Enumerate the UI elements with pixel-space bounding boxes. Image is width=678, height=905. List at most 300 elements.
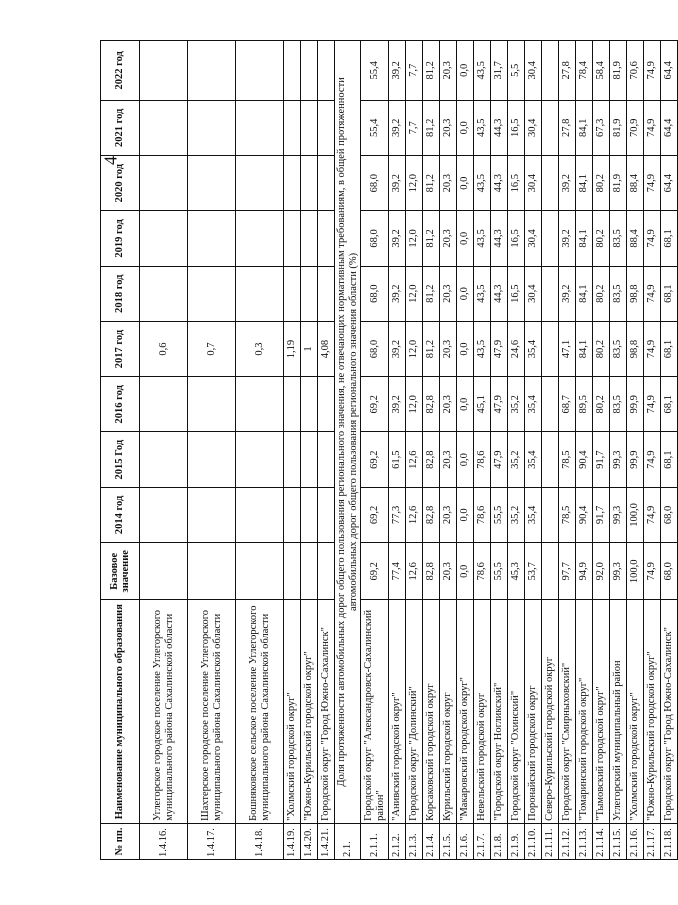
value-cell: 61,5 (389, 432, 406, 487)
value-cell (236, 266, 284, 321)
value-cell: 78,5 (559, 432, 576, 487)
value-cell (318, 155, 335, 210)
value-cell: 74,9 (644, 377, 661, 432)
value-cell: 74,9 (644, 543, 661, 600)
value-cell: 12,0 (406, 211, 423, 266)
row-number-cell: 2.1.2. (389, 823, 406, 859)
table-row (593, 41, 610, 860)
value-cell: 7,7 (406, 41, 423, 101)
value-cell (542, 321, 559, 376)
value-cell: 35,4 (525, 321, 542, 376)
value-cell (542, 266, 559, 321)
value-cell (236, 432, 284, 487)
table-row (406, 41, 423, 860)
value-cell: 44,3 (491, 100, 508, 155)
column-header: 2018 год (101, 266, 140, 321)
value-cell (140, 543, 188, 600)
value-cell: 84,1 (576, 266, 593, 321)
municipality-name-cell: Городской округ "Город Южно-Сахалинск" (318, 600, 335, 823)
section-row (335, 41, 361, 860)
value-cell: 55,4 (361, 41, 389, 101)
table-row (457, 41, 474, 860)
value-cell (140, 377, 188, 432)
value-cell: 55,5 (491, 487, 508, 542)
value-cell: 74,9 (644, 211, 661, 266)
value-cell: 35,2 (508, 487, 525, 542)
municipality-name-cell: "Макаровский городской округ" (457, 600, 474, 823)
value-cell: 82,8 (423, 377, 440, 432)
value-cell (188, 432, 236, 487)
value-cell: 1,19 (284, 321, 301, 376)
value-cell: 67,3 (593, 100, 610, 155)
value-cell: 99,3 (610, 432, 627, 487)
value-cell: 43,5 (474, 155, 491, 210)
value-cell: 0,0 (457, 487, 474, 542)
municipality-name-cell: Городской округ "Долинский" (406, 600, 423, 823)
value-cell: 39,2 (559, 211, 576, 266)
municipality-name-cell: Городской округ "Охинский" (508, 600, 525, 823)
value-cell: 0,0 (457, 155, 474, 210)
value-cell: 74,9 (644, 41, 661, 101)
value-cell: 81,2 (423, 155, 440, 210)
value-cell: 43,5 (474, 321, 491, 376)
value-cell: 81,9 (610, 41, 627, 101)
municipality-name-cell: Корсаковский городской округ (423, 600, 440, 823)
value-cell: 82,8 (423, 432, 440, 487)
table-row (661, 41, 678, 860)
value-cell (188, 377, 236, 432)
value-cell: 20,3 (440, 377, 457, 432)
row-number-cell: 1.4.18. (236, 823, 284, 859)
municipality-name-cell: "Городской округ Ногликский" (491, 600, 508, 823)
municipality-name-cell: Бошняковское сельское поселение Углегорского муниципального района Сахалинской области (236, 600, 284, 823)
value-cell: 47,9 (491, 432, 508, 487)
value-cell (236, 543, 284, 600)
value-cell (301, 266, 318, 321)
value-cell: 68,0 (361, 266, 389, 321)
value-cell: 99,3 (610, 543, 627, 600)
column-header: 2017 год (101, 321, 140, 376)
value-cell: 0,0 (457, 377, 474, 432)
value-cell: 81,2 (423, 211, 440, 266)
value-cell: 91,7 (593, 487, 610, 542)
value-cell: 20,3 (440, 41, 457, 101)
value-cell: 12,6 (406, 487, 423, 542)
value-cell: 12,0 (406, 321, 423, 376)
value-cell (318, 377, 335, 432)
value-cell (542, 211, 559, 266)
value-cell (542, 432, 559, 487)
value-cell (188, 211, 236, 266)
value-cell: 68,7 (559, 377, 576, 432)
value-cell: 20,3 (440, 487, 457, 542)
value-cell: 74,9 (644, 155, 661, 210)
value-cell (301, 155, 318, 210)
value-cell (236, 377, 284, 432)
value-cell: 82,8 (423, 543, 440, 600)
municipality-name-cell: Городской округ "Александровск-Сахалинский район" (361, 600, 389, 823)
table-row (525, 41, 542, 860)
value-cell (284, 155, 301, 210)
value-cell: 78,6 (474, 543, 491, 600)
value-cell (284, 487, 301, 542)
value-cell (318, 211, 335, 266)
value-cell: 84,1 (576, 100, 593, 155)
row-number-cell: 2.1.1. (361, 823, 389, 859)
column-header: 2014 год (101, 487, 140, 542)
value-cell: 80,2 (593, 266, 610, 321)
value-cell: 39,2 (389, 155, 406, 210)
value-cell: 80,2 (593, 321, 610, 376)
value-cell: 68,1 (661, 211, 678, 266)
value-cell: 98,8 (627, 266, 644, 321)
table-row (423, 41, 440, 860)
value-cell: 7,7 (406, 100, 423, 155)
value-cell: 90,4 (576, 432, 593, 487)
value-cell: 55,5 (491, 543, 508, 600)
value-cell (318, 432, 335, 487)
value-cell: 20,3 (440, 100, 457, 155)
value-cell (140, 100, 188, 155)
value-cell: 20,3 (440, 155, 457, 210)
table-row (440, 41, 457, 860)
value-cell (318, 543, 335, 600)
value-cell (542, 543, 559, 600)
table-row (627, 41, 644, 860)
table-row (610, 41, 627, 860)
value-cell: 77,4 (389, 543, 406, 600)
value-cell: 39,2 (389, 377, 406, 432)
value-cell: 81,2 (423, 266, 440, 321)
value-cell: 83,5 (610, 321, 627, 376)
value-cell (542, 487, 559, 542)
value-cell: 84,1 (576, 211, 593, 266)
value-cell: 12,6 (406, 543, 423, 600)
table-row (140, 41, 188, 860)
value-cell (301, 487, 318, 542)
value-cell: 74,9 (644, 321, 661, 376)
table-row (389, 41, 406, 860)
table-row (644, 41, 661, 860)
value-cell: 97,7 (559, 543, 576, 600)
value-cell: 68,0 (361, 211, 389, 266)
value-cell: 35,2 (508, 377, 525, 432)
row-number-cell: 2.1.16. (627, 823, 644, 859)
value-cell (284, 211, 301, 266)
value-cell (284, 432, 301, 487)
value-cell: 20,3 (440, 321, 457, 376)
value-cell: 44,3 (491, 155, 508, 210)
row-number-cell: 2.1.18. (661, 823, 678, 859)
value-cell: 12,0 (406, 155, 423, 210)
value-cell (236, 211, 284, 266)
value-cell: 80,2 (593, 211, 610, 266)
value-cell: 74,9 (644, 487, 661, 542)
value-cell: 100,0 (627, 543, 644, 600)
value-cell: 45,1 (474, 377, 491, 432)
value-cell (301, 211, 318, 266)
value-cell (140, 487, 188, 542)
value-cell (284, 377, 301, 432)
value-cell: 80,2 (593, 377, 610, 432)
value-cell: 30,4 (525, 211, 542, 266)
value-cell: 81,2 (423, 41, 440, 101)
value-cell (301, 432, 318, 487)
municipality-name-cell: Углегорский муниципальный район (610, 600, 627, 823)
value-cell: 43,5 (474, 266, 491, 321)
value-cell: 1 (301, 321, 318, 376)
value-cell: 83,5 (610, 266, 627, 321)
value-cell (318, 266, 335, 321)
value-cell: 68,0 (661, 487, 678, 542)
value-cell: 53,7 (525, 543, 542, 600)
value-cell: 39,2 (559, 266, 576, 321)
value-cell: 68,1 (661, 321, 678, 376)
value-cell (140, 266, 188, 321)
value-cell (236, 41, 284, 101)
municipality-name-cell: Шахтерское городское поселение Углегорского муниципального района Сахалинской области (188, 600, 236, 823)
value-cell: 16,5 (508, 100, 525, 155)
value-cell: 0,0 (457, 211, 474, 266)
value-cell: 55,4 (361, 100, 389, 155)
value-cell: 12,0 (406, 266, 423, 321)
table-row (474, 41, 491, 860)
value-cell: 12,0 (406, 377, 423, 432)
value-cell: 80,2 (593, 155, 610, 210)
municipality-name-cell: "Холмский городской округ" (284, 600, 301, 823)
value-cell: 99,9 (627, 432, 644, 487)
value-cell: 16,5 (508, 155, 525, 210)
value-cell: 88,4 (627, 211, 644, 266)
value-cell: 68,0 (361, 321, 389, 376)
value-cell: 92,0 (593, 543, 610, 600)
value-cell: 70,9 (627, 100, 644, 155)
value-cell: 47,1 (559, 321, 576, 376)
table-row (559, 41, 576, 860)
municipality-name-cell: "Томаринский городской округ" (576, 600, 593, 823)
value-cell: 88,4 (627, 155, 644, 210)
value-cell: 99,9 (627, 377, 644, 432)
value-cell (542, 155, 559, 210)
value-cell: 68,1 (661, 432, 678, 487)
row-number-cell: 2.1.4. (423, 823, 440, 859)
value-cell: 77,3 (389, 487, 406, 542)
row-number-cell: 2.1.7. (474, 823, 491, 859)
value-cell (301, 377, 318, 432)
table-row (508, 41, 525, 860)
value-cell: 47,9 (491, 321, 508, 376)
row-number-cell: 2.1.5. (440, 823, 457, 859)
value-cell: 43,5 (474, 100, 491, 155)
value-cell: 83,5 (610, 377, 627, 432)
row-number-cell: 1.4.19. (284, 823, 301, 859)
row-number-cell: 1.4.16. (140, 823, 188, 859)
value-cell: 68,1 (661, 266, 678, 321)
municipality-name-cell: "Южно-Курильский городской округ" (644, 600, 661, 823)
value-cell (284, 266, 301, 321)
value-cell (301, 100, 318, 155)
value-cell: 68,0 (661, 543, 678, 600)
value-cell: 69,2 (361, 487, 389, 542)
value-cell (236, 487, 284, 542)
value-cell: 83,5 (610, 211, 627, 266)
value-cell: 27,8 (559, 41, 576, 101)
row-number-cell: 2.1.14. (593, 823, 610, 859)
value-cell (318, 41, 335, 101)
value-cell (542, 377, 559, 432)
value-cell: 78,5 (559, 487, 576, 542)
value-cell: 44,3 (491, 266, 508, 321)
value-cell: 16,5 (508, 266, 525, 321)
indicator-table (100, 40, 678, 860)
value-cell: 68,0 (361, 155, 389, 210)
value-cell (542, 100, 559, 155)
value-cell: 68,1 (661, 377, 678, 432)
municipality-name-cell: Поронайский городской округ (525, 600, 542, 823)
municipality-name-cell: Углегорское городское поселение Углегорского муниципального района Сахалинской области (140, 600, 188, 823)
table-header-row (101, 41, 140, 860)
column-header: 2015 Год (101, 432, 140, 487)
value-cell (188, 266, 236, 321)
value-cell: 39,2 (389, 100, 406, 155)
value-cell: 0,0 (457, 266, 474, 321)
value-cell: 5,5 (508, 41, 525, 101)
table-row (188, 41, 236, 860)
value-cell (284, 100, 301, 155)
value-cell: 84,1 (576, 155, 593, 210)
row-number-cell: 2.1.8. (491, 823, 508, 859)
row-number-cell: 1.4.17. (188, 823, 236, 859)
section-number-cell: 2.1. (335, 823, 361, 859)
value-cell: 0,0 (457, 543, 474, 600)
column-header: Наименование муниципального образования (101, 600, 140, 823)
rotated-table-container (100, 40, 675, 860)
value-cell: 35,4 (525, 432, 542, 487)
municipality-name-cell: "Южно-Курильский городской округ" (301, 600, 318, 823)
table-row (301, 41, 318, 860)
value-cell: 24,6 (508, 321, 525, 376)
value-cell (301, 41, 318, 101)
municipality-name-cell: Северо-Курильский городской округ (542, 600, 559, 823)
value-cell: 91,7 (593, 432, 610, 487)
column-header: 2019 год (101, 211, 140, 266)
table-row (542, 41, 559, 860)
table-row (318, 41, 335, 860)
value-cell: 0,0 (457, 321, 474, 376)
value-cell: 74,9 (644, 432, 661, 487)
value-cell (140, 211, 188, 266)
value-cell: 64,4 (661, 41, 678, 101)
value-cell: 4,08 (318, 321, 335, 376)
row-number-cell: 2.1.10. (525, 823, 542, 859)
table-row (491, 41, 508, 860)
value-cell (284, 543, 301, 600)
row-number-cell: 2.1.13. (576, 823, 593, 859)
value-cell: 0,6 (140, 321, 188, 376)
value-cell: 78,4 (576, 41, 593, 101)
value-cell: 30,4 (525, 41, 542, 101)
municipality-name-cell: Невельский городской округ (474, 600, 491, 823)
value-cell: 69,2 (361, 543, 389, 600)
value-cell (188, 41, 236, 101)
value-cell: 100,0 (627, 487, 644, 542)
value-cell: 43,5 (474, 211, 491, 266)
table-row (284, 41, 301, 860)
page-number: 4 (100, 156, 121, 165)
value-cell: 30,4 (525, 266, 542, 321)
value-cell (284, 41, 301, 101)
value-cell (140, 41, 188, 101)
column-header: Базовое значение (101, 543, 140, 600)
value-cell: 20,3 (440, 543, 457, 600)
value-cell: 0,0 (457, 432, 474, 487)
row-number-cell: 2.1.12. (559, 823, 576, 859)
column-header: № пп. (101, 823, 140, 859)
value-cell: 98,8 (627, 321, 644, 376)
value-cell: 39,2 (559, 155, 576, 210)
value-cell: 78,6 (474, 432, 491, 487)
value-cell: 35,4 (525, 377, 542, 432)
value-cell (318, 487, 335, 542)
value-cell: 81,9 (610, 100, 627, 155)
row-number-cell: 2.1.6. (457, 823, 474, 859)
value-cell: 0,3 (236, 321, 284, 376)
value-cell: 20,3 (440, 432, 457, 487)
value-cell: 47,9 (491, 377, 508, 432)
value-cell: 39,2 (389, 266, 406, 321)
municipality-name-cell: Городской округ "Город Южно-Сахалинск" (661, 600, 678, 823)
value-cell: 69,2 (361, 377, 389, 432)
municipality-name-cell: Курильский городской округ (440, 600, 457, 823)
value-cell: 74,9 (644, 100, 661, 155)
value-cell: 0,7 (188, 321, 236, 376)
value-cell: 12,6 (406, 432, 423, 487)
value-cell (236, 100, 284, 155)
row-number-cell: 2.1.15. (610, 823, 627, 859)
value-cell: 27,8 (559, 100, 576, 155)
municipality-name-cell: "Тымовский городской округ" (593, 600, 610, 823)
value-cell: 70,6 (627, 41, 644, 101)
value-cell: 90,4 (576, 487, 593, 542)
table-row (236, 41, 284, 860)
row-number-cell: 1.4.21. (318, 823, 335, 859)
value-cell: 30,4 (525, 155, 542, 210)
row-number-cell: 2.1.9. (508, 823, 525, 859)
value-cell (188, 155, 236, 210)
value-cell: 45,3 (508, 543, 525, 600)
value-cell: 35,2 (508, 432, 525, 487)
value-cell: 64,4 (661, 155, 678, 210)
value-cell: 81,2 (423, 100, 440, 155)
column-header: 2016 год (101, 377, 140, 432)
row-number-cell: 2.1.11. (542, 823, 559, 859)
value-cell: 16,5 (508, 211, 525, 266)
value-cell: 43,5 (474, 41, 491, 101)
value-cell: 39,2 (389, 41, 406, 101)
value-cell: 69,2 (361, 432, 389, 487)
value-cell: 89,5 (576, 377, 593, 432)
value-cell: 84,1 (576, 321, 593, 376)
row-number-cell: 1.4.20. (301, 823, 318, 859)
municipality-name-cell: "Холмский городской округ" (627, 600, 644, 823)
value-cell: 58,4 (593, 41, 610, 101)
value-cell: 94,9 (576, 543, 593, 600)
value-cell (301, 543, 318, 600)
value-cell: 64,4 (661, 100, 678, 155)
value-cell (188, 543, 236, 600)
value-cell: 81,9 (610, 155, 627, 210)
value-cell (236, 155, 284, 210)
